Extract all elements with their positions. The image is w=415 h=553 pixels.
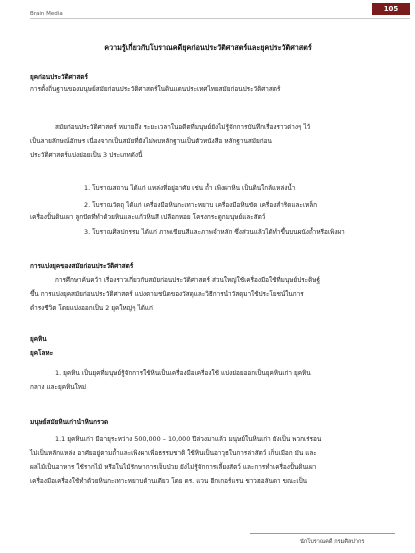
paragraph-line: ดำรงชีวิต โดยแบ่งออกเป็น 2 ยุคใหญ่ๆ ได้แก่ [30,304,153,312]
paragraph-line: ผลไม้เป็นอาหาร ใช้รากไม้ หรือในไม้รักษาการเจ็บป่วย ยังไม่รู้จักการเลี้ยงสัตว์ และการทำเครื่องปั้นดินเผา [30,463,317,471]
paragraph-line: 1.1 ยุคหินเก่า มีอายุระหว่าง 500,000 – 10,000 ปีล่วงมาแล้ว มนุษย์ในหินเก่า ยังเป็น พวกเร่รอน [55,435,322,443]
paragraph-line: 1. ยุคหิน เป็นยุคที่มนุษย์รู้จักการใช้หินเป็นเครื่องมือเครื่องใช้ แบ่งย่อยออกเป็นยุคหินเก่า ยุคหิน [55,369,311,377]
paragraph-line: ขึ้น การแบ่งยุคสมัยก่อนประวัติศาสตร์ แบ่งตามชนิดของวัสดุและวิธีการนำวัสดุมาใช้ประโยชน์ในการ [30,290,304,298]
paragraph-line: เครื่องมือเครื่องใช้ทำด้วยหินกะเทาะหยาบด้านเดียว โดย ดร. แวน ฮีกเกอร์แรน ชาวฮอลันดา ขณะเป็น [30,477,308,485]
footer-divider [250,533,395,534]
header-divider [30,18,410,19]
paragraph-line: การศึกษาค้นคว้า เรื่องราวเกี่ยวกับสมัยก่อนประวัติศาสตร์ ส่วนใหญ่ใช้เครื่องมือใช้ที่มนุษย์ประดิษฐ์ [55,276,321,284]
page-number-badge: 105 [372,3,410,15]
section-heading: ยุคหิน [30,335,47,343]
section-subheading: ยุคโลหะ [30,349,54,357]
section-intro: การตั้งถิ่นฐานของมนุษย์สมัยก่อนประวัติศาสตร์ในดินแดนประเทศไทยสมัยก่อนประวัติศาสตร์ [30,85,281,93]
section-heading: มนุษย์สมัยหินเก่านำหินกรวด [30,418,109,426]
section-heading: การแบ่งยุคของสมัยก่อนประวัติศาสตร์ [30,262,134,270]
brand-label: Brain Media [30,11,63,17]
footer-credit: นักโบราณคดี กรมศิลปากร [300,539,365,545]
paragraph-line: เป็นลายลักษณ์อักษร เนื่องจากเป็นสมัยที่ยังไม่พบหลักฐานเป็นตัวหนังสือ หลักฐานสมัยก่อน [30,137,272,145]
list-item: 1. โบราณสถาน ได้แก่ แหล่งที่อยู่อาศัย เช่น ถ้ำ เพิงผาหิน เป็นดินใกล้แหล่งน้ำ [84,184,296,192]
paragraph-line: กลาง และยุคหินใหม่ [30,383,87,391]
paragraph-line: ไม่เป็นหลักแหล่ง อาศัยอยู่ตามถ้ำและเพิงผาเพื่อธรรมชาติ ใช้หินเป็นอาวุธในการล่าสัตว์ เก็บเมือก มัน และ [30,449,317,457]
page-title: ความรู้เกี่ยวกับโบราณคดียุคก่อนประวัติศาสตร์และยุคประวัติศาสตร์ [104,43,312,52]
section-heading: ยุคก่อนประวัติศาสตร์ [30,73,88,81]
list-item: 3. โบราณศิลปกรรม ได้แก่ ภาพเขียนสีและภาพจำหลัก ซึ่งส่วนแล้วได้ทำขึ้นบนผนังถ้ำหรือเพิงผา [84,228,345,236]
list-item: 2. โบราณวัตถุ ได้แก่ เครื่องมือหินกะเทาะหยาบ เครื่องมือหินขัด เครื่องสำริดและเหล็ก [84,201,318,209]
paragraph-line: สมัยก่อนประวัติศาสตร์ หมายถึง ระยะเวลาในอดีตที่มนุษย์ยังไม่รู้จักการบันทึกเรื่องราวต่างๆ ไว้ [55,123,311,131]
paragraph-line: ประวัติศาสตร์แบ่งย่อยเป็น 3 ประเภทดังนี้ [30,151,143,159]
list-item-continuation: เครื่องปั้นดินเผา ลูกปัดที่ทำด้วยหินและแก้วหินสี เปลือกหอย โครงกระดูกมนุษย์และสัตว์ [30,213,266,221]
